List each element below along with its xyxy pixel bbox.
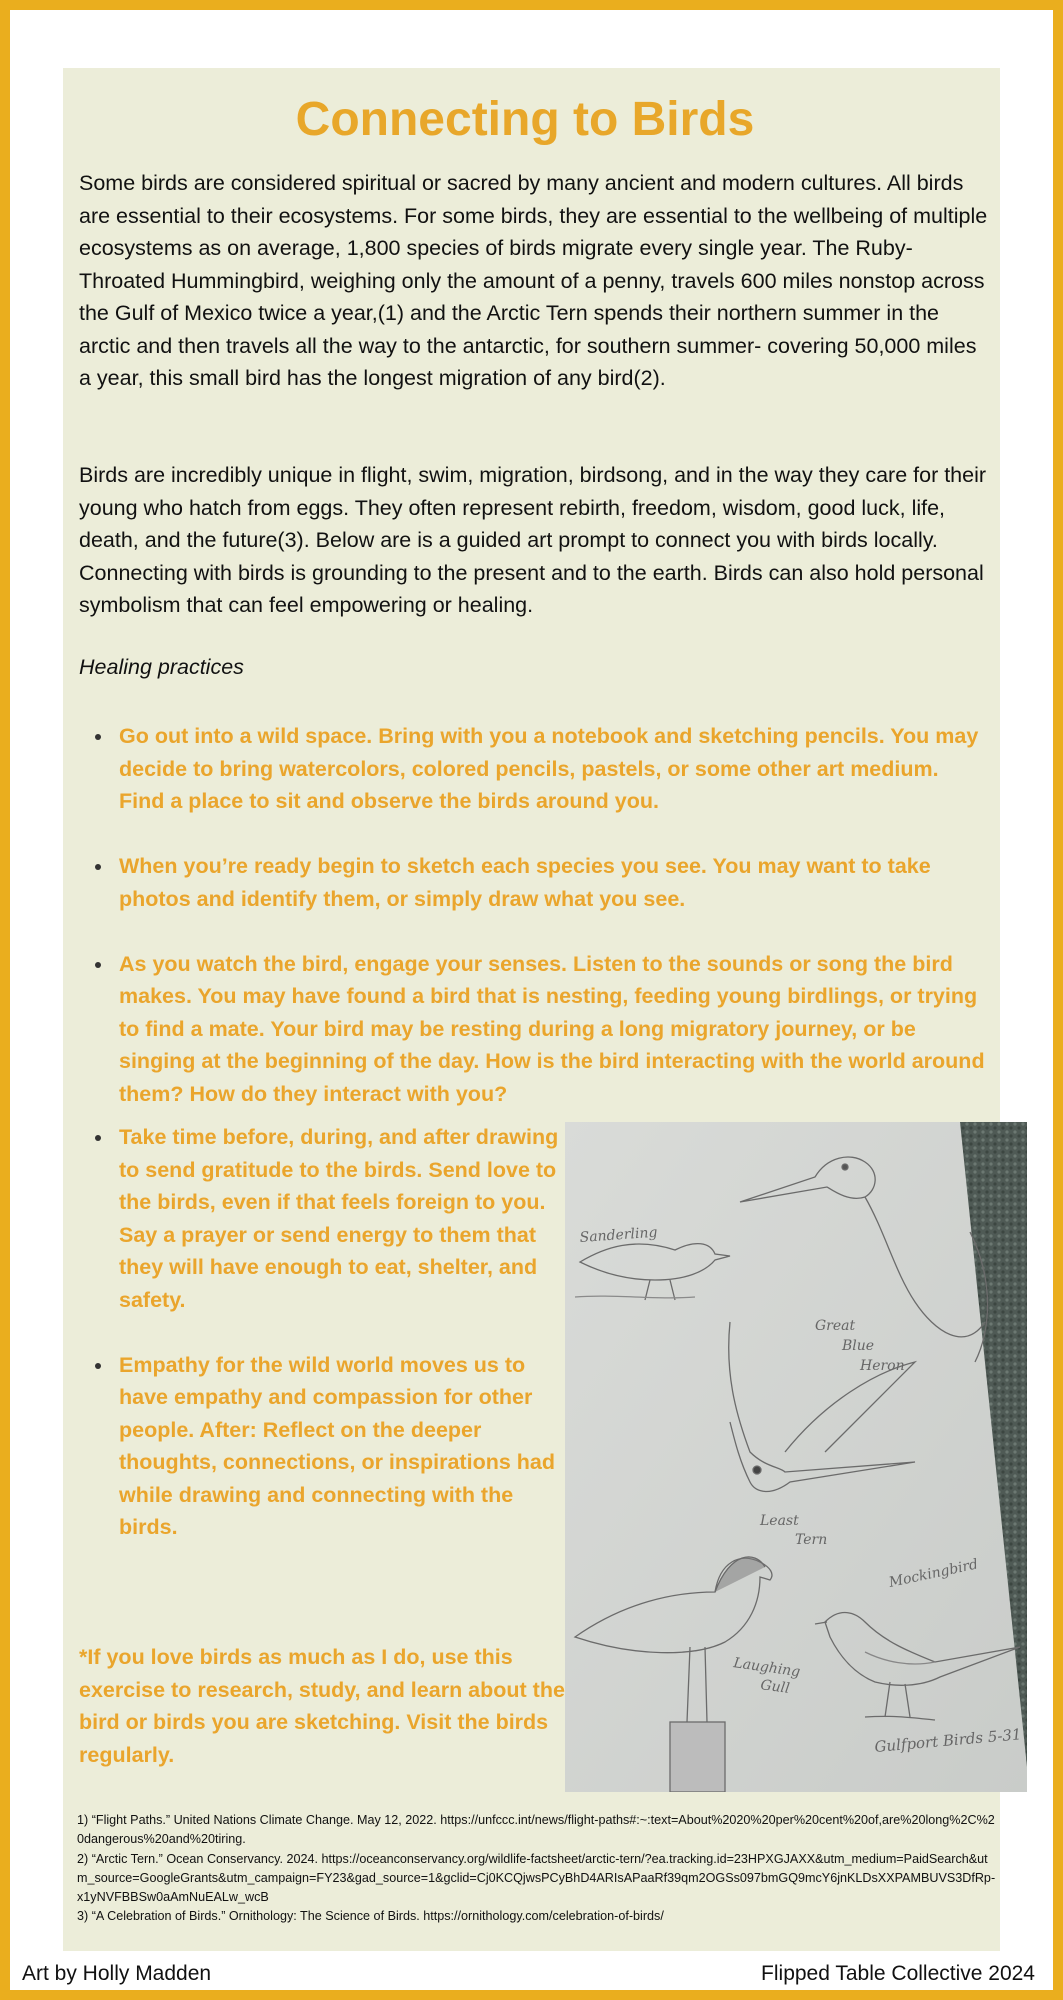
symbolism-paragraph: Birds are incredibly unique in flight, swim, migration, birdsong, and in the way they care for their young who hatch from eggs. They often represent rebirth, freedom, wisdom, good luck, life, death, and the future(3). Below are is a guided art prompt to connect you with birds locally. Connecting with birds is grounding to the present and to the earth. Birds can also hold personal symbolism that can feel empowering or healing.	[79, 463, 987, 617]
closing-note: *If you love birds as much as I do, use this exercise to research, study, and learn about the bird or birds you are sketching. Visit the birds regularly.	[79, 1645, 565, 1767]
bird-sketch-photo	[565, 1122, 1027, 1792]
heron-label-2: Blue	[842, 1338, 875, 1354]
practice-item: When you’re ready begin to sketch each species you see. You may want to take photos and identify them, or simply draw what you see.	[79, 850, 989, 915]
page-title: Connecting to Birds	[295, 93, 755, 146]
sanderling-label: Sanderling	[579, 1224, 658, 1246]
practice-item: Empathy for the wild world moves us to have empathy and compassion for other people. After: Reflect on the deeper thoughts, connections, or inspirations had while drawing and connecting with the birds.	[79, 1349, 559, 1544]
sketch-signature: Gulfport Birds 5-31	[873, 1725, 1023, 1756]
reference-item: 1) “Flight Paths.” United Nations Climate Change. May 12, 2022. https://unfccc.int/news/flight-paths#:~:text=About%2020%20per%20cent%20of,are%20long%2C%20dangerous%20and%20tiring.	[77, 1813, 995, 1847]
tern-label-2: Tern	[795, 1532, 828, 1548]
gull-label-2: Gull	[759, 1677, 791, 1698]
reference-item: 2) “Arctic Tern.” Ocean Conservancy. 2024. https://oceanconservancy.org/wildlife-factsheet/arctic-tern/?ea.tracking.id=23HPXGJAXX&utm_medium=PaidSearch&utm_source=GoogleGrants&utm_campaign=FY23&gad_source=1&gclid=Cj0KCQjwsPCyBhD4ARIsAPaaRf39qm2OGSs097bmGQ9mcY6jnKLDsXXPAMBUVS3DfRp-x1yNVFBBSw0aAmNuEALw_wcB	[77, 1851, 996, 1905]
gull-label-1: Laughing	[732, 1655, 802, 1681]
references	[77, 1811, 997, 1927]
practice-item: As you watch the bird, engage your senses. Listen to the sounds or song the bird makes. You may have found a bird that is nesting, feeding young birdlings, or trying to find a mate. Your bird may be resting during a long migratory journey, or be singing at the beginning of the day. How is the bird interacting with the world around them? How do they interact with you?	[79, 948, 989, 1111]
intro-paragraph: Some birds are considered spiritual or sacred by many ancient and modern cultures. All birds are essential to their ecosystems. For some birds, they are essential to the wellbeing of multiple ecosystems as on average, 1,800 species of birds migrate every single year. The Ruby-Throated Hummingbird, weighing only the amount of a penny, travels 600 miles nonstop across the Gulf of Mexico twice a year,(1) and the Arctic Tern spends their northern summer in the arctic and then travels all the way to the antarctic, for southern summer- covering 50,000 miles a year, this small bird has the longest migration of any bird(2).	[79, 171, 988, 390]
practice-list-top	[79, 720, 989, 1110]
mockingbird-label: Mockingbird	[887, 1556, 980, 1591]
footer-credit: Art by Holly Madden	[22, 1962, 212, 1985]
practice-item: Go out into a wild space. Bring with you a notebook and sketching pencils. You may decide to bring watercolors, colored pencils, pastels, or some other art medium. Find a place to sit and observe the birds around you.	[79, 720, 989, 818]
healing-practices-heading: Healing practices	[79, 655, 244, 679]
heron-label-1: Great	[815, 1318, 856, 1334]
practice-item: Take time before, during, and after drawing to send gratitude to the birds. Send love to the birds, even if that feels foreign to you. Say a prayer or send energy to them that they will have enough to eat, shelter, and safety.	[79, 1121, 559, 1316]
practice-list-bottom	[79, 1121, 559, 1576]
heron-label-3: Heron	[860, 1358, 905, 1374]
reference-item: 3) “A Celebration of Birds.” Ornithology: The Science of Birds. https://ornithology.com/celebration-of-birds/	[77, 1909, 664, 1924]
sketch-paper	[565, 1122, 1027, 1792]
tern-label-1: Least	[760, 1513, 799, 1529]
footer-publisher: Flipped Table Collective 2024	[761, 1962, 1035, 1985]
